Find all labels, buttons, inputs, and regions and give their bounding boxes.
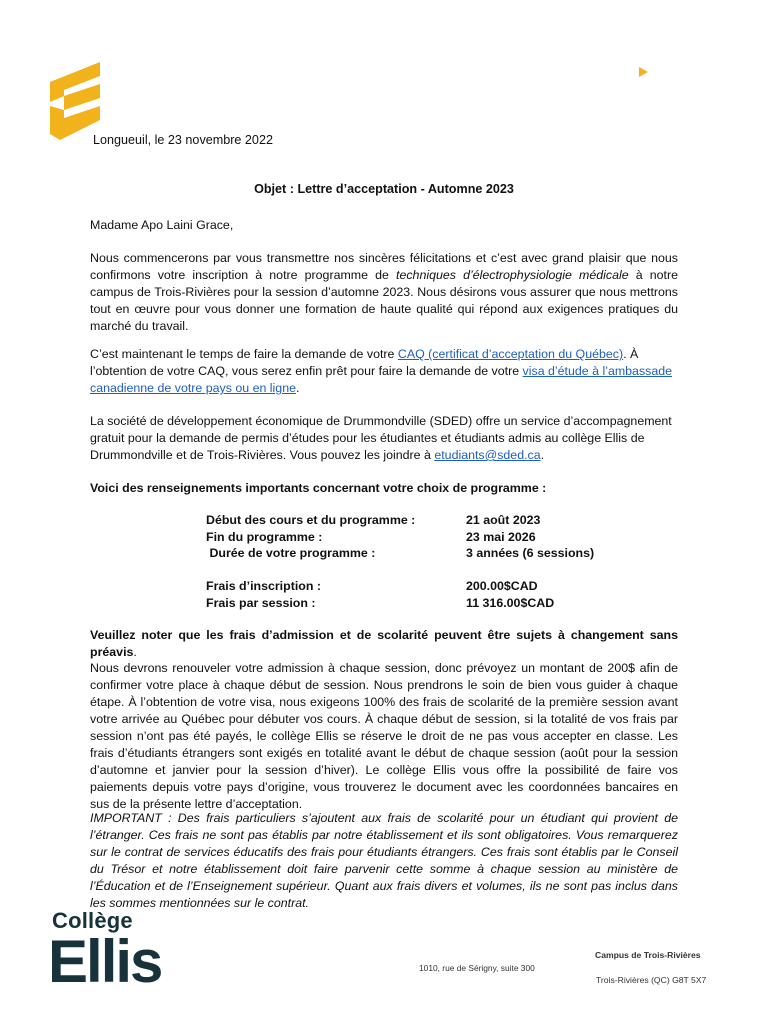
program-name: techniques d’électrophysiologie médicale (396, 268, 629, 282)
header-arrow-icon (639, 67, 648, 77)
college-logo-mark-icon (50, 62, 102, 142)
paragraph-congratulations: Nous commencerons par vous transmettre nos sincères félicitations et c’est avec grand plaisir que nous confirmons votre inscription à notre programme de techniques d’électrophysiologie médicale à notre campus de Trois-Rivières pour la session d’automne 2023. Nous désirons vous assurer que nous mettrons tout en œuvre pour vous donner une formation de haute qualité qui répond aux exigences pratiques du marché du travail. (90, 251, 678, 333)
fee-row: Frais d’inscription : 200.00$CAD (206, 579, 538, 593)
footer-logo-ellis: Ellis (48, 928, 162, 995)
program-info-heading: Voici des renseignements importants concernant votre choix de programme : (90, 481, 547, 495)
paragraph-caq: C’est maintenant le temps de faire la demande de votre CAQ (certificat d’acceptation du Québec). À l’obtention de votre CAQ, vous serez enfin prêt pour faire la demande de votre visa d’étude à l’ambassade canadienne de votre pays ou en ligne. (90, 347, 673, 395)
letter-subject: Objet : Lettre d’acceptation - Automne 2023 (254, 182, 514, 196)
footer-campus-name: Campus de Trois-Rivières (595, 950, 701, 960)
paragraph-important: IMPORTANT : Des frais particuliers s’ajoutent aux frais de scolarité pour un étudiant qui provient de l’étranger. Ces frais ne sont pas établis par notre établissement et ils sont obligatoires. Vous remarquerez sur le contrat de services éducatifs des frais pour étudiants étrangers. Ces frais sont établis par le Conseil du Trésor et notre établissement doit faire parvenir cette somme à chaque session au ministère de l’Éducation et de l’Enseignement supérieur. Quant aux frais divers et volumes, ils ne sont pas inclus dans les sommes mentionnées sur le contrat. (90, 811, 678, 910)
fees-notice: Veuillez noter que les frais d’admission et de scolarité peuvent être sujets à changement sans préavis. (90, 628, 678, 659)
info-row: Durée de votre programme : 3 années (6 sessions) (206, 546, 595, 560)
visa-link[interactable]: visa d’étude à l’ambassade canadienne de votre pays ou en ligne (90, 364, 673, 395)
sded-email-link[interactable]: etudiants@sded.ca (434, 448, 541, 462)
fee-row: Frais par session : 11 316.00$CAD (206, 595, 555, 610)
footer-logo-college: Collège (52, 908, 133, 933)
paragraph-sded: La société de développement économique de Drummondville (SDED) offre un service d’accompagnement gratuit pour la demande de permis d’études pour les étudiantes et étudiants admis au collège Ellis de Drummondville et de Trois-Rivières. Vous pouvez les joindre à etudiants@sded.ca. (90, 414, 672, 462)
salutation: Madame Apo Laini Grace, (90, 218, 234, 232)
paragraph-payment: Nous devrons renouveler votre admission à chaque session, donc prévoyez un montant de 200$ afin de confirmer votre place à chaque début de session. Nous prendrons le soin de bien vous guider à chaque étape. À l’obtention de votre visa, nous exigeons 100% des frais de scolarité de la première session avant votre arrivée au Québec pour débuter vos cours. À chaque début de session, si la totalité de vos frais par session n’ont pas été payés, le collège Ellis se réserve le droit de ne pas vous accepter en classe. Les frais d’étudiants étrangers sont exigés en totalité avant le début de chaque session (août pour la session d’automne et janvier pour la session d’hiver). Le collège Ellis vous offre la possibilité de faire vos paiements depuis votre pays d’origine, vous trouverez le document avec les coordonnées bancaires en sus de la présente lettre d’acceptation. (90, 661, 678, 811)
info-row: Début des cours et du programme : 21 août 2023 (206, 513, 541, 527)
footer-campus-city: Trois-Rivières (QC) G8T 5X7 (596, 975, 707, 985)
letter-date: Longueuil, le 23 novembre 2022 (93, 133, 273, 147)
fees-table (206, 578, 554, 611)
program-dates-table (206, 512, 594, 562)
caq-link[interactable]: CAQ (certificat d’acceptation du Québec) (397, 347, 624, 361)
footer-address: 1010, rue de Sérigny, suite 300 (419, 963, 535, 973)
info-row: Fin du programme : 23 mai 2026 (206, 529, 536, 544)
